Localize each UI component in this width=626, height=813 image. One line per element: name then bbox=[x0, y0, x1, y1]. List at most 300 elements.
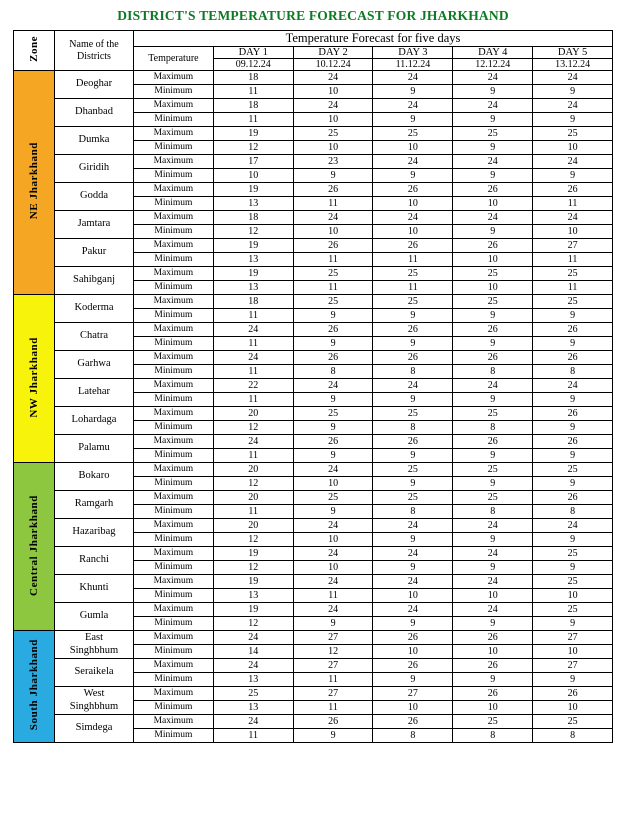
max-temp-day-5: 24 bbox=[533, 155, 613, 169]
max-temp-day-3: 24 bbox=[373, 211, 453, 225]
temperature-forecast-table bbox=[13, 30, 613, 743]
max-temp-day-1: 17 bbox=[213, 155, 293, 169]
table-row bbox=[14, 351, 613, 365]
max-temp-day-5: 26 bbox=[533, 323, 613, 337]
min-temp-day-3: 9 bbox=[373, 169, 453, 183]
min-temp-day-1: 10 bbox=[213, 169, 293, 183]
min-temp-day-3: 9 bbox=[373, 533, 453, 547]
min-temp-day-5: 9 bbox=[533, 169, 613, 183]
min-temp-day-1: 12 bbox=[213, 561, 293, 575]
temperature-type-maximum: Maximum bbox=[134, 519, 214, 533]
min-temp-day-1: 12 bbox=[213, 225, 293, 239]
header-zone: Zone bbox=[14, 31, 55, 71]
min-temp-day-2: 11 bbox=[293, 253, 373, 267]
min-temp-day-2: 10 bbox=[293, 85, 373, 99]
district-name: Koderma bbox=[55, 295, 134, 323]
min-temp-day-2: 9 bbox=[293, 337, 373, 351]
max-temp-day-3: 24 bbox=[373, 603, 453, 617]
max-temp-day-2: 24 bbox=[293, 575, 373, 589]
district-name: Pakur bbox=[55, 239, 134, 267]
header-date-3: 11.12.24 bbox=[373, 59, 453, 71]
temperature-type-minimum: Minimum bbox=[134, 169, 214, 183]
min-temp-day-5: 9 bbox=[533, 113, 613, 127]
max-temp-day-1: 24 bbox=[213, 659, 293, 673]
min-temp-day-1: 11 bbox=[213, 365, 293, 379]
table-row bbox=[14, 687, 613, 701]
table-row bbox=[14, 211, 613, 225]
min-temp-day-3: 11 bbox=[373, 281, 453, 295]
header-row-1 bbox=[14, 31, 613, 47]
header-day-2: DAY 2 bbox=[293, 47, 373, 59]
district-name: Jamtara bbox=[55, 211, 134, 239]
max-temp-day-5: 25 bbox=[533, 295, 613, 309]
header-day-5: DAY 5 bbox=[533, 47, 613, 59]
max-temp-day-2: 26 bbox=[293, 435, 373, 449]
min-temp-day-4: 9 bbox=[453, 561, 533, 575]
min-temp-day-4: 10 bbox=[453, 645, 533, 659]
min-temp-day-5: 11 bbox=[533, 281, 613, 295]
min-temp-day-2: 12 bbox=[293, 645, 373, 659]
min-temp-day-3: 10 bbox=[373, 197, 453, 211]
temperature-type-maximum: Maximum bbox=[134, 267, 214, 281]
table-row bbox=[14, 71, 613, 85]
temperature-type-minimum: Minimum bbox=[134, 729, 214, 743]
min-temp-day-2: 10 bbox=[293, 477, 373, 491]
max-temp-day-2: 25 bbox=[293, 407, 373, 421]
temperature-type-maximum: Maximum bbox=[134, 547, 214, 561]
temperature-type-minimum: Minimum bbox=[134, 393, 214, 407]
min-temp-day-5: 10 bbox=[533, 701, 613, 715]
temperature-type-minimum: Minimum bbox=[134, 253, 214, 267]
min-temp-day-3: 9 bbox=[373, 449, 453, 463]
max-temp-day-3: 26 bbox=[373, 183, 453, 197]
min-temp-day-5: 9 bbox=[533, 393, 613, 407]
max-temp-day-2: 24 bbox=[293, 211, 373, 225]
max-temp-day-4: 25 bbox=[453, 295, 533, 309]
max-temp-day-4: 26 bbox=[453, 323, 533, 337]
max-temp-day-3: 25 bbox=[373, 127, 453, 141]
min-temp-day-5: 9 bbox=[533, 337, 613, 351]
max-temp-day-1: 24 bbox=[213, 435, 293, 449]
table-header bbox=[14, 31, 613, 71]
min-temp-day-2: 9 bbox=[293, 729, 373, 743]
min-temp-day-2: 9 bbox=[293, 309, 373, 323]
max-temp-day-2: 25 bbox=[293, 267, 373, 281]
min-temp-day-4: 10 bbox=[453, 281, 533, 295]
temperature-type-maximum: Maximum bbox=[134, 435, 214, 449]
min-temp-day-5: 10 bbox=[533, 141, 613, 155]
min-temp-day-2: 9 bbox=[293, 449, 373, 463]
min-temp-day-1: 11 bbox=[213, 505, 293, 519]
max-temp-day-2: 26 bbox=[293, 351, 373, 365]
max-temp-day-2: 24 bbox=[293, 547, 373, 561]
max-temp-day-3: 26 bbox=[373, 239, 453, 253]
max-temp-day-5: 24 bbox=[533, 519, 613, 533]
max-temp-day-5: 24 bbox=[533, 71, 613, 85]
max-temp-day-5: 26 bbox=[533, 687, 613, 701]
temperature-type-minimum: Minimum bbox=[134, 673, 214, 687]
max-temp-day-5: 27 bbox=[533, 631, 613, 645]
max-temp-day-2: 25 bbox=[293, 295, 373, 309]
max-temp-day-2: 26 bbox=[293, 715, 373, 729]
max-temp-day-5: 25 bbox=[533, 547, 613, 561]
district-name: Dumka bbox=[55, 127, 134, 155]
max-temp-day-3: 25 bbox=[373, 295, 453, 309]
district-name: Godda bbox=[55, 183, 134, 211]
max-temp-day-1: 19 bbox=[213, 267, 293, 281]
temperature-type-maximum: Maximum bbox=[134, 155, 214, 169]
min-temp-day-4: 8 bbox=[453, 421, 533, 435]
min-temp-day-3: 10 bbox=[373, 645, 453, 659]
zone-label-text: South Jharkhand bbox=[28, 639, 40, 731]
table-row bbox=[14, 491, 613, 505]
min-temp-day-1: 11 bbox=[213, 309, 293, 323]
max-temp-day-2: 24 bbox=[293, 463, 373, 477]
max-temp-day-4: 24 bbox=[453, 547, 533, 561]
min-temp-day-2: 11 bbox=[293, 701, 373, 715]
min-temp-day-2: 10 bbox=[293, 141, 373, 155]
zone-label-ne bbox=[14, 71, 55, 295]
table-row bbox=[14, 379, 613, 393]
table-row bbox=[14, 183, 613, 197]
header-date-5: 13.12.24 bbox=[533, 59, 613, 71]
min-temp-day-4: 10 bbox=[453, 701, 533, 715]
temperature-type-minimum: Minimum bbox=[134, 533, 214, 547]
min-temp-day-4: 10 bbox=[453, 197, 533, 211]
min-temp-day-2: 9 bbox=[293, 393, 373, 407]
temperature-type-minimum: Minimum bbox=[134, 701, 214, 715]
max-temp-day-1: 18 bbox=[213, 99, 293, 113]
min-temp-day-4: 9 bbox=[453, 393, 533, 407]
max-temp-day-5: 26 bbox=[533, 183, 613, 197]
max-temp-day-4: 25 bbox=[453, 715, 533, 729]
max-temp-day-3: 24 bbox=[373, 155, 453, 169]
temperature-type-minimum: Minimum bbox=[134, 449, 214, 463]
max-temp-day-1: 20 bbox=[213, 463, 293, 477]
min-temp-day-2: 8 bbox=[293, 365, 373, 379]
temperature-type-maximum: Maximum bbox=[134, 211, 214, 225]
min-temp-day-2: 9 bbox=[293, 169, 373, 183]
max-temp-day-4: 25 bbox=[453, 463, 533, 477]
district-name: Ramgarh bbox=[55, 491, 134, 519]
max-temp-day-5: 25 bbox=[533, 575, 613, 589]
temperature-type-minimum: Minimum bbox=[134, 589, 214, 603]
max-temp-day-4: 24 bbox=[453, 99, 533, 113]
temperature-type-minimum: Minimum bbox=[134, 225, 214, 239]
min-temp-day-1: 11 bbox=[213, 85, 293, 99]
min-temp-day-3: 9 bbox=[373, 309, 453, 323]
header-day-3: DAY 3 bbox=[373, 47, 453, 59]
table-row bbox=[14, 127, 613, 141]
max-temp-day-3: 26 bbox=[373, 659, 453, 673]
min-temp-day-5: 11 bbox=[533, 197, 613, 211]
zone-label-south bbox=[14, 631, 55, 743]
min-temp-day-5: 9 bbox=[533, 533, 613, 547]
max-temp-day-3: 26 bbox=[373, 631, 453, 645]
temperature-type-minimum: Minimum bbox=[134, 337, 214, 351]
district-name: Ranchi bbox=[55, 547, 134, 575]
max-temp-day-3: 25 bbox=[373, 407, 453, 421]
table-row bbox=[14, 323, 613, 337]
temperature-type-minimum: Minimum bbox=[134, 617, 214, 631]
temperature-type-maximum: Maximum bbox=[134, 239, 214, 253]
min-temp-day-3: 9 bbox=[373, 617, 453, 631]
min-temp-day-3: 9 bbox=[373, 337, 453, 351]
min-temp-day-3: 8 bbox=[373, 365, 453, 379]
max-temp-day-1: 20 bbox=[213, 407, 293, 421]
max-temp-day-3: 26 bbox=[373, 715, 453, 729]
temperature-type-minimum: Minimum bbox=[134, 197, 214, 211]
table-row bbox=[14, 631, 613, 645]
min-temp-day-2: 9 bbox=[293, 421, 373, 435]
header-forecast-title: Temperature Forecast for five days bbox=[134, 31, 613, 47]
temperature-type-maximum: Maximum bbox=[134, 295, 214, 309]
min-temp-day-2: 10 bbox=[293, 533, 373, 547]
max-temp-day-3: 24 bbox=[373, 519, 453, 533]
district-name bbox=[55, 631, 134, 659]
min-temp-day-4: 9 bbox=[453, 477, 533, 491]
max-temp-day-1: 20 bbox=[213, 491, 293, 505]
min-temp-day-4: 9 bbox=[453, 533, 533, 547]
temperature-type-maximum: Maximum bbox=[134, 407, 214, 421]
table-row bbox=[14, 239, 613, 253]
temperature-type-minimum: Minimum bbox=[134, 477, 214, 491]
max-temp-day-3: 26 bbox=[373, 351, 453, 365]
max-temp-day-1: 20 bbox=[213, 519, 293, 533]
table-row bbox=[14, 99, 613, 113]
max-temp-day-4: 26 bbox=[453, 687, 533, 701]
min-temp-day-5: 9 bbox=[533, 617, 613, 631]
min-temp-day-1: 13 bbox=[213, 673, 293, 687]
header-districts: Name of the Districts bbox=[55, 31, 134, 71]
min-temp-day-3: 8 bbox=[373, 505, 453, 519]
table-row bbox=[14, 435, 613, 449]
max-temp-day-4: 24 bbox=[453, 519, 533, 533]
max-temp-day-2: 24 bbox=[293, 519, 373, 533]
min-temp-day-4: 9 bbox=[453, 673, 533, 687]
min-temp-day-3: 9 bbox=[373, 477, 453, 491]
min-temp-day-4: 10 bbox=[453, 589, 533, 603]
min-temp-day-3: 11 bbox=[373, 253, 453, 267]
table-body bbox=[14, 71, 613, 743]
max-temp-day-2: 26 bbox=[293, 239, 373, 253]
max-temp-day-5: 24 bbox=[533, 211, 613, 225]
temperature-type-maximum: Maximum bbox=[134, 603, 214, 617]
district-name: Chatra bbox=[55, 323, 134, 351]
max-temp-day-4: 24 bbox=[453, 379, 533, 393]
min-temp-day-5: 9 bbox=[533, 421, 613, 435]
min-temp-day-5: 8 bbox=[533, 729, 613, 743]
max-temp-day-4: 25 bbox=[453, 407, 533, 421]
min-temp-day-2: 11 bbox=[293, 197, 373, 211]
min-temp-day-5: 8 bbox=[533, 505, 613, 519]
min-temp-day-1: 12 bbox=[213, 477, 293, 491]
min-temp-day-5: 9 bbox=[533, 309, 613, 323]
table-row bbox=[14, 267, 613, 281]
district-name: Deoghar bbox=[55, 71, 134, 99]
max-temp-day-1: 19 bbox=[213, 603, 293, 617]
temperature-type-maximum: Maximum bbox=[134, 631, 214, 645]
table-row bbox=[14, 547, 613, 561]
max-temp-day-1: 25 bbox=[213, 687, 293, 701]
max-temp-day-1: 19 bbox=[213, 239, 293, 253]
max-temp-day-4: 26 bbox=[453, 435, 533, 449]
min-temp-day-4: 9 bbox=[453, 169, 533, 183]
max-temp-day-4: 24 bbox=[453, 155, 533, 169]
max-temp-day-4: 26 bbox=[453, 239, 533, 253]
page-title: DISTRICT'S TEMPERATURE FORECAST FOR JHARKHAND bbox=[117, 8, 509, 23]
max-temp-day-2: 26 bbox=[293, 323, 373, 337]
min-temp-day-5: 9 bbox=[533, 449, 613, 463]
temperature-type-maximum: Maximum bbox=[134, 351, 214, 365]
header-date-2: 10.12.24 bbox=[293, 59, 373, 71]
min-temp-day-5: 10 bbox=[533, 589, 613, 603]
temperature-type-minimum: Minimum bbox=[134, 113, 214, 127]
min-temp-day-4: 8 bbox=[453, 729, 533, 743]
temperature-type-maximum: Maximum bbox=[134, 491, 214, 505]
table-row bbox=[14, 463, 613, 477]
max-temp-day-3: 25 bbox=[373, 267, 453, 281]
district-name: Hazaribag bbox=[55, 519, 134, 547]
min-temp-day-1: 13 bbox=[213, 589, 293, 603]
max-temp-day-1: 19 bbox=[213, 575, 293, 589]
min-temp-day-1: 13 bbox=[213, 281, 293, 295]
max-temp-day-1: 24 bbox=[213, 351, 293, 365]
zone-label-central bbox=[14, 463, 55, 631]
min-temp-day-1: 14 bbox=[213, 645, 293, 659]
min-temp-day-4: 9 bbox=[453, 309, 533, 323]
min-temp-day-5: 8 bbox=[533, 365, 613, 379]
min-temp-day-1: 11 bbox=[213, 337, 293, 351]
min-temp-day-5: 11 bbox=[533, 253, 613, 267]
temperature-type-minimum: Minimum bbox=[134, 309, 214, 323]
min-temp-day-3: 9 bbox=[373, 561, 453, 575]
max-temp-day-1: 22 bbox=[213, 379, 293, 393]
table-row bbox=[14, 659, 613, 673]
max-temp-day-3: 24 bbox=[373, 379, 453, 393]
min-temp-day-3: 10 bbox=[373, 141, 453, 155]
max-temp-day-3: 25 bbox=[373, 491, 453, 505]
max-temp-day-4: 25 bbox=[453, 491, 533, 505]
temperature-type-maximum: Maximum bbox=[134, 575, 214, 589]
min-temp-day-1: 13 bbox=[213, 197, 293, 211]
max-temp-day-2: 27 bbox=[293, 631, 373, 645]
min-temp-day-4: 9 bbox=[453, 617, 533, 631]
max-temp-day-1: 24 bbox=[213, 715, 293, 729]
max-temp-day-2: 24 bbox=[293, 71, 373, 85]
district-name: Latehar bbox=[55, 379, 134, 407]
district-name: Palamu bbox=[55, 435, 134, 463]
district-name: Khunti bbox=[55, 575, 134, 603]
header-day-1: DAY 1 bbox=[213, 47, 293, 59]
min-temp-day-1: 12 bbox=[213, 141, 293, 155]
district-name: Garhwa bbox=[55, 351, 134, 379]
table-row bbox=[14, 407, 613, 421]
max-temp-day-5: 25 bbox=[533, 715, 613, 729]
min-temp-day-2: 9 bbox=[293, 617, 373, 631]
district-name-line: East bbox=[84, 632, 104, 644]
min-temp-day-1: 12 bbox=[213, 617, 293, 631]
max-temp-day-3: 24 bbox=[373, 71, 453, 85]
table-row bbox=[14, 603, 613, 617]
temperature-type-maximum: Maximum bbox=[134, 323, 214, 337]
min-temp-day-2: 10 bbox=[293, 113, 373, 127]
max-temp-day-4: 25 bbox=[453, 127, 533, 141]
min-temp-day-3: 8 bbox=[373, 729, 453, 743]
min-temp-day-1: 13 bbox=[213, 253, 293, 267]
max-temp-day-5: 26 bbox=[533, 407, 613, 421]
max-temp-day-1: 24 bbox=[213, 631, 293, 645]
min-temp-day-1: 13 bbox=[213, 701, 293, 715]
min-temp-day-2: 9 bbox=[293, 505, 373, 519]
max-temp-day-4: 26 bbox=[453, 631, 533, 645]
min-temp-day-2: 11 bbox=[293, 281, 373, 295]
min-temp-day-2: 10 bbox=[293, 225, 373, 239]
max-temp-day-4: 26 bbox=[453, 659, 533, 673]
max-temp-day-2: 27 bbox=[293, 687, 373, 701]
max-temp-day-2: 25 bbox=[293, 127, 373, 141]
min-temp-day-3: 9 bbox=[373, 393, 453, 407]
district-name: Lohardaga bbox=[55, 407, 134, 435]
max-temp-day-5: 24 bbox=[533, 99, 613, 113]
min-temp-day-4: 10 bbox=[453, 253, 533, 267]
min-temp-day-5: 9 bbox=[533, 477, 613, 491]
max-temp-day-5: 25 bbox=[533, 603, 613, 617]
max-temp-day-3: 26 bbox=[373, 323, 453, 337]
min-temp-day-2: 11 bbox=[293, 673, 373, 687]
temperature-type-maximum: Maximum bbox=[134, 463, 214, 477]
table-row bbox=[14, 519, 613, 533]
max-temp-day-2: 24 bbox=[293, 603, 373, 617]
max-temp-day-5: 27 bbox=[533, 659, 613, 673]
min-temp-day-4: 9 bbox=[453, 449, 533, 463]
min-temp-day-3: 9 bbox=[373, 673, 453, 687]
max-temp-day-5: 26 bbox=[533, 491, 613, 505]
max-temp-day-1: 18 bbox=[213, 211, 293, 225]
temperature-type-minimum: Minimum bbox=[134, 645, 214, 659]
min-temp-day-4: 9 bbox=[453, 113, 533, 127]
district-name: Gumla bbox=[55, 603, 134, 631]
max-temp-day-1: 24 bbox=[213, 323, 293, 337]
max-temp-day-5: 26 bbox=[533, 351, 613, 365]
max-temp-day-1: 18 bbox=[213, 71, 293, 85]
max-temp-day-3: 24 bbox=[373, 547, 453, 561]
district-name-line: West bbox=[83, 688, 105, 700]
max-temp-day-5: 25 bbox=[533, 463, 613, 477]
temperature-type-maximum: Maximum bbox=[134, 127, 214, 141]
temperature-type-minimum: Minimum bbox=[134, 281, 214, 295]
table-row bbox=[14, 715, 613, 729]
district-name: Dhanbad bbox=[55, 99, 134, 127]
table-row bbox=[14, 575, 613, 589]
min-temp-day-2: 10 bbox=[293, 561, 373, 575]
district-name: Seraikela bbox=[55, 659, 134, 687]
temperature-type-maximum: Maximum bbox=[134, 71, 214, 85]
min-temp-day-3: 10 bbox=[373, 225, 453, 239]
header-date-1: 09.12.24 bbox=[213, 59, 293, 71]
max-temp-day-4: 26 bbox=[453, 351, 533, 365]
temperature-type-minimum: Minimum bbox=[134, 85, 214, 99]
max-temp-day-4: 24 bbox=[453, 211, 533, 225]
temperature-type-maximum: Maximum bbox=[134, 99, 214, 113]
zone-label-text: Central Jharkhand bbox=[28, 494, 40, 596]
min-temp-day-3: 9 bbox=[373, 85, 453, 99]
max-temp-day-5: 27 bbox=[533, 239, 613, 253]
min-temp-day-3: 10 bbox=[373, 701, 453, 715]
district-name-line: Singhbhum bbox=[69, 700, 119, 712]
min-temp-day-5: 9 bbox=[533, 85, 613, 99]
table-row bbox=[14, 295, 613, 309]
